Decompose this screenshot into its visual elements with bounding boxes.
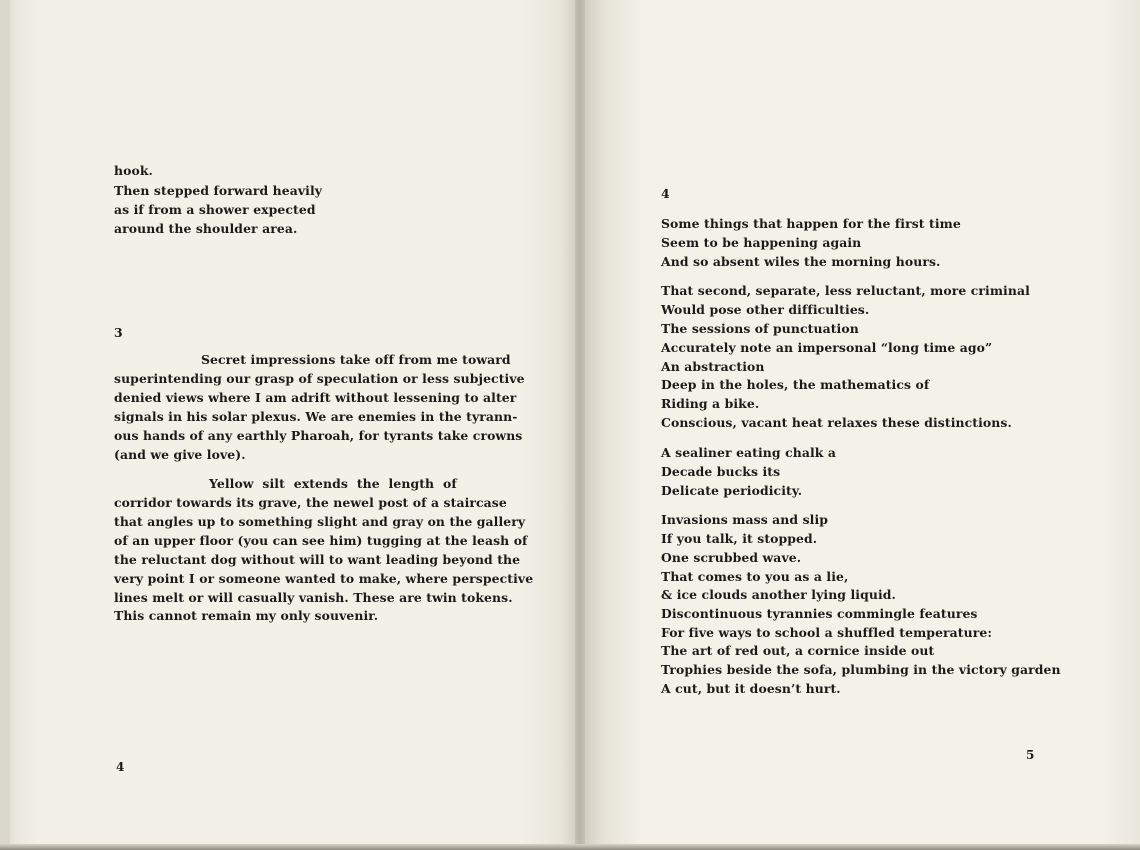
text-line: that angles up to something slight and gray on the gallery (114, 514, 526, 529)
section-number: 4 (661, 186, 670, 201)
text-line: Would pose other difficulties. (661, 302, 870, 317)
text-line: Some things that happen for the first time (661, 216, 961, 231)
text-line: Invasions mass and slip (661, 512, 829, 527)
text-line: The art of red out, a cornice inside out (661, 643, 935, 658)
text-line: hook. (114, 163, 153, 178)
page-edges (0, 0, 10, 850)
text-line: Trophies beside the sofa, plumbing in the victory garden (661, 662, 1061, 677)
text-line: The sessions of punctuation (661, 321, 859, 336)
book-gutter (575, 0, 585, 850)
text-line: Riding a bike. (661, 396, 760, 411)
text-line: Accurately note an impersonal “long time ago” (661, 340, 993, 355)
section-number: 3 (114, 325, 123, 340)
text-line: ous hands of any earthly Pharoah, for tyrants take crowns (114, 428, 523, 443)
text-line: Conscious, vacant heat relaxes these distinctions. (661, 415, 1012, 430)
text-line: For five ways to school a shuffled temperature: (661, 625, 993, 640)
text-line: Decade bucks its (661, 464, 781, 479)
text-line: That second, separate, less reluctant, more criminal (661, 283, 1030, 298)
text-line: around the shoulder area. (114, 221, 298, 236)
page-number-right: 5 (1026, 748, 1035, 762)
text-line: A sealiner eating chalk a (661, 445, 837, 460)
text-line: lines melt or will casually vanish. These are twin tokens. (114, 590, 513, 605)
text-line: A cut, but it doesn’t hurt. (661, 681, 841, 696)
text-line: denied views where I am adrift without lessening to alter (114, 390, 517, 405)
text-line: signals in his solar plexus. We are enemies in the tyrann- (114, 409, 518, 424)
text-line: Discontinuous tyrannies commingle features (661, 606, 978, 621)
text-line: An abstraction (661, 359, 765, 374)
text-line: That comes to you as a lie, (661, 569, 849, 584)
text-line: Delicate periodicity. (661, 483, 803, 498)
text-line: the reluctant dog without will to want leading beyond the (114, 552, 521, 567)
text-line: Then stepped forward heavily (114, 183, 323, 198)
page-bottom-edge (0, 844, 1140, 850)
text-line: Yellow silt extends the length of (209, 476, 457, 491)
text-line: & ice clouds another lying liquid. (661, 587, 896, 602)
text-line: very point I or someone wanted to make, where perspective (114, 571, 534, 586)
text-line: superintending our grasp of speculation or less subjective (114, 371, 525, 386)
text-line: Secret impressions take off from me toward (201, 352, 511, 367)
text-line: Deep in the holes, the mathematics of (661, 377, 930, 392)
text-line: One scrubbed wave. (661, 550, 802, 565)
text-line: (and we give love). (114, 447, 246, 462)
text-line: If you talk, it stopped. (661, 531, 818, 546)
text-line: of an upper floor (you can see him) tugging at the leash of (114, 533, 528, 548)
text-line: And so absent wiles the morning hours. (661, 254, 941, 269)
text-line: This cannot remain my only souvenir. (114, 608, 379, 623)
text-line: Seem to be happening again (661, 235, 862, 250)
text-line: corridor towards its grave, the newel post of a staircase (114, 495, 507, 510)
text-line: as if from a shower expected (114, 202, 316, 217)
page-number-left: 4 (116, 760, 125, 774)
